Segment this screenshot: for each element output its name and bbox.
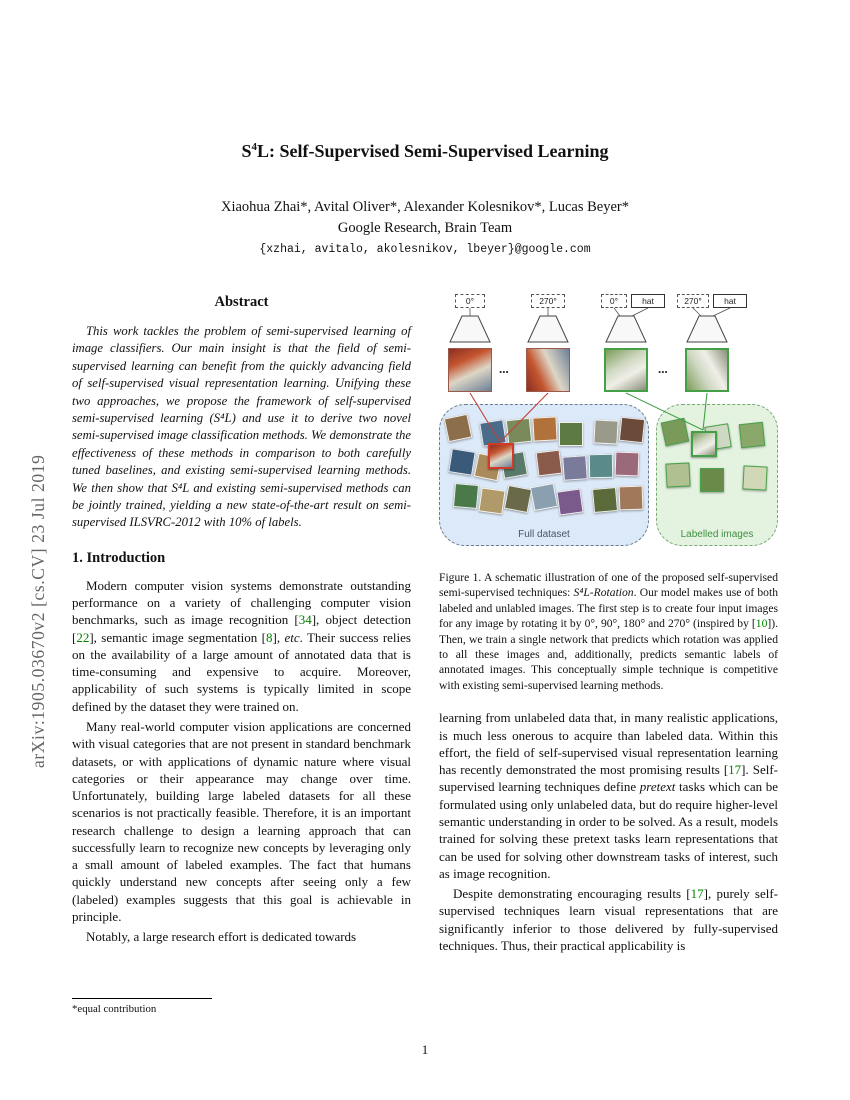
- paper-title: [0, 141, 850, 162]
- network-trapezoid: [528, 316, 568, 342]
- collage-photo-tile: [739, 422, 765, 448]
- labelled-images-blob: [656, 404, 778, 546]
- title-post: L: Self-Supervised Semi-Supervised Learning: [256, 141, 609, 161]
- text-segment: . Their success relies on the availability of a large amount of annotated data that is time-consuming and expensive to acquire. Moreover, applicability of such systems is typically limited in scope defined by the dataset they were trained on.: [72, 629, 411, 714]
- intro-paragraph-3: [72, 928, 411, 945]
- class-label-box: [713, 294, 747, 308]
- network-trapezoid: [606, 316, 646, 342]
- text-segment: ]. Self-supervised learning techniques define: [439, 762, 778, 795]
- collage-photo-tile: [453, 483, 479, 509]
- collage-photo-tile: [559, 422, 583, 446]
- full-dataset-blob: [439, 404, 649, 546]
- collage-photo-tile: [478, 487, 505, 514]
- right-paragraph-1: [439, 709, 778, 882]
- page-number: 1: [421, 1042, 429, 1057]
- text-segment: learning from unlabeled data that, in many realistic applications, is much less onerous to acquire than labeled data. Within this effort, the field of self-supervised visual representation learning has recently demonstrated the most promising results [: [439, 710, 778, 778]
- full-dataset-label: Full dataset: [518, 529, 570, 540]
- collage-photo-tile: [593, 419, 618, 444]
- two-column-body: [72, 292, 778, 957]
- collage-photo-tile: [742, 465, 767, 490]
- text-segment: etc: [284, 629, 300, 645]
- title-sup: 4: [251, 141, 257, 153]
- class-label: hat: [642, 296, 654, 306]
- highlighted-ostrich-tile: [691, 431, 717, 457]
- rotation-label-box: [677, 294, 709, 308]
- arxiv-stamp: arXiv:1905.03670v2 [cs.CV] 23 Jul 2019: [28, 454, 48, 768]
- network-trapezoid: [450, 316, 490, 342]
- rotation-label: 270°: [539, 296, 557, 306]
- figure-1-caption: [439, 570, 778, 693]
- citation-link[interactable]: 17: [728, 762, 742, 778]
- text-segment: S⁴L-Rotation: [573, 586, 634, 600]
- collage-photo-tile: [619, 486, 644, 511]
- tram-photo-0deg: [448, 348, 492, 392]
- rotation-label: 0°: [465, 296, 475, 306]
- ellipsis: ...: [499, 361, 509, 376]
- right-paragraph-2: [439, 885, 778, 954]
- text-segment: Figure 1. A schematic illustration of one of the proposed self-supervised semi-supervised techniques:: [439, 571, 778, 600]
- text-segment: pretext: [639, 779, 676, 795]
- collage-photo-tile: [615, 452, 640, 477]
- collage-photo-tile: [589, 454, 613, 478]
- abstract-text: This work tackles the problem of semi-supervised learning of image classifiers. Our main insight is that the field of semi-supervised learning can benefit from the quickly advancing field of self-supervised visual representation learning. Unifying these two approaches, we propose the framework of self-supervised semi-supervised learning (S⁴L) and use it to derive two novel semi-supervised image classification methods. We demonstrate the effectiveness of these methods in comparison to both carefully tuned baselines, and existing semi-supervised learning methods. We then show that S⁴L and existing semi-supervised methods can be jointly trained, yielding a new state-of-the-art result on semi-supervised ILSVRC-2012 with 10% of labels.: [72, 324, 411, 530]
- text-segment: ], object detection [: [72, 612, 411, 645]
- class-label-box: [631, 294, 665, 308]
- left-column: [72, 292, 411, 957]
- text-segment: Notably, a large research effort is dedicated towards: [86, 929, 357, 945]
- text-segment: ]). Then, we train a single network that predicts which rotation was applied to all these images and, additionally, predicts semantic labels of annotated images. This conceptually simple technique is competitive with existing semi-supervised learning methods.: [439, 617, 778, 692]
- collage-photo-tile: [506, 418, 532, 444]
- citation-link[interactable]: 34: [298, 612, 312, 628]
- text-segment: ], purely self-supervised techniques learn visual representations that are significantly inferior to those delivered by fully-supervised techniques. Thus, their practical applicability is: [439, 886, 778, 953]
- text-segment: Despite demonstrating encouraging results [: [453, 886, 691, 902]
- ostrich-photo-0deg: [604, 348, 648, 392]
- right-column: [439, 292, 778, 957]
- section-heading-introduction: 1. Introduction: [72, 549, 166, 566]
- ellipsis: ...: [658, 361, 668, 376]
- collage-photo-tile: [592, 487, 618, 513]
- collage-photo-tile: [530, 483, 558, 511]
- figure-1: [439, 292, 778, 558]
- citation-link[interactable]: 10: [755, 617, 768, 631]
- text-segment: ], semantic image segmentation [: [89, 629, 266, 645]
- footnote-text: *equal contribution: [72, 1003, 157, 1015]
- title-pre: S: [241, 141, 252, 161]
- collage-photo-tile: [532, 416, 557, 441]
- footnote-rule: [72, 998, 212, 999]
- collage-photo-tile: [700, 468, 724, 492]
- citation-link[interactable]: 17: [690, 886, 704, 902]
- collage-photo-tile: [562, 455, 588, 481]
- collage-photo-tile: [619, 417, 645, 443]
- rotation-label-box: [455, 294, 485, 308]
- network-trapezoid: [687, 316, 727, 342]
- intro-paragraph-1: [72, 577, 411, 715]
- connector-line: [632, 308, 648, 316]
- connector-line: [693, 308, 701, 316]
- abstract-heading: Abstract: [214, 294, 269, 310]
- collage-photo-tile: [665, 462, 690, 487]
- rotation-label-box: [531, 294, 565, 308]
- affiliation-line: Google Research, Brain Team: [337, 220, 513, 236]
- text-segment: Many real-world computer vision applications are concerned with visual categories that are not present in standard benchmark datasets, or with applications of dynamic nature where visual categories or their appearance may change over time. Unfortunately, building large labeled datasets for all these scenarios is not practically feasible. Therefore, it is an important research challenge to design a learning approach that can successfully learn to recognize new concepts by leveraging only a small amount of labeled examples. The fact that humans quickly understand new concepts after seeing only a few (labeled) examples suggests that this goal is achievable in principle.: [72, 718, 411, 925]
- labelled-images-label: Labelled images: [680, 529, 754, 540]
- collage-photo-tile: [504, 485, 532, 513]
- text-segment: Modern computer vision systems demonstrate outstanding performance on a variety of challenging computer vision benchmarks, such as image recognition [: [72, 577, 411, 628]
- footnote: [72, 998, 411, 1015]
- connector-line: [713, 308, 730, 316]
- text-segment: . Our model makes use of both labeled and unlabled images. The first step is to create four input images for any image by rotating it by 0°, 90°, 180° and 270° (inspired by [: [439, 586, 778, 631]
- collage-photo-tile: [536, 450, 563, 477]
- highlighted-tram-tile: [488, 443, 514, 469]
- rotation-label: 270°: [684, 296, 702, 306]
- collage-photo-tile: [556, 488, 583, 515]
- collage-photo-tile: [448, 448, 475, 475]
- collage-photo-tile: [661, 418, 689, 446]
- text-segment: ],: [272, 629, 285, 645]
- text-segment: tasks which can be formulated using only unlabeled data, but do require higher-level semantic understanding in order to be solved. As a result, models trained for solving these pretext tasks learn representations that can be used for solving other downstream tasks of interest, such as image recognition.: [439, 779, 778, 881]
- tram-photo-270deg: [526, 348, 570, 392]
- email-line: {xzhai, avitalo, akolesnikov, lbeyer}@google.com: [259, 243, 591, 256]
- citation-link[interactable]: 8: [265, 629, 273, 645]
- authors-line: Xiaohua Zhai*, Avital Oliver*, Alexander Kolesnikov*, Lucas Beyer*: [220, 199, 630, 215]
- intro-paragraph-2: [72, 718, 411, 925]
- connector-line: [614, 308, 620, 316]
- rotation-label-box: [601, 294, 627, 308]
- rotation-label: 0°: [609, 296, 619, 306]
- class-label: hat: [724, 296, 736, 306]
- collage-photo-tile: [444, 414, 472, 442]
- citation-link[interactable]: 22: [76, 629, 90, 645]
- ostrich-photo-270deg: [685, 348, 729, 392]
